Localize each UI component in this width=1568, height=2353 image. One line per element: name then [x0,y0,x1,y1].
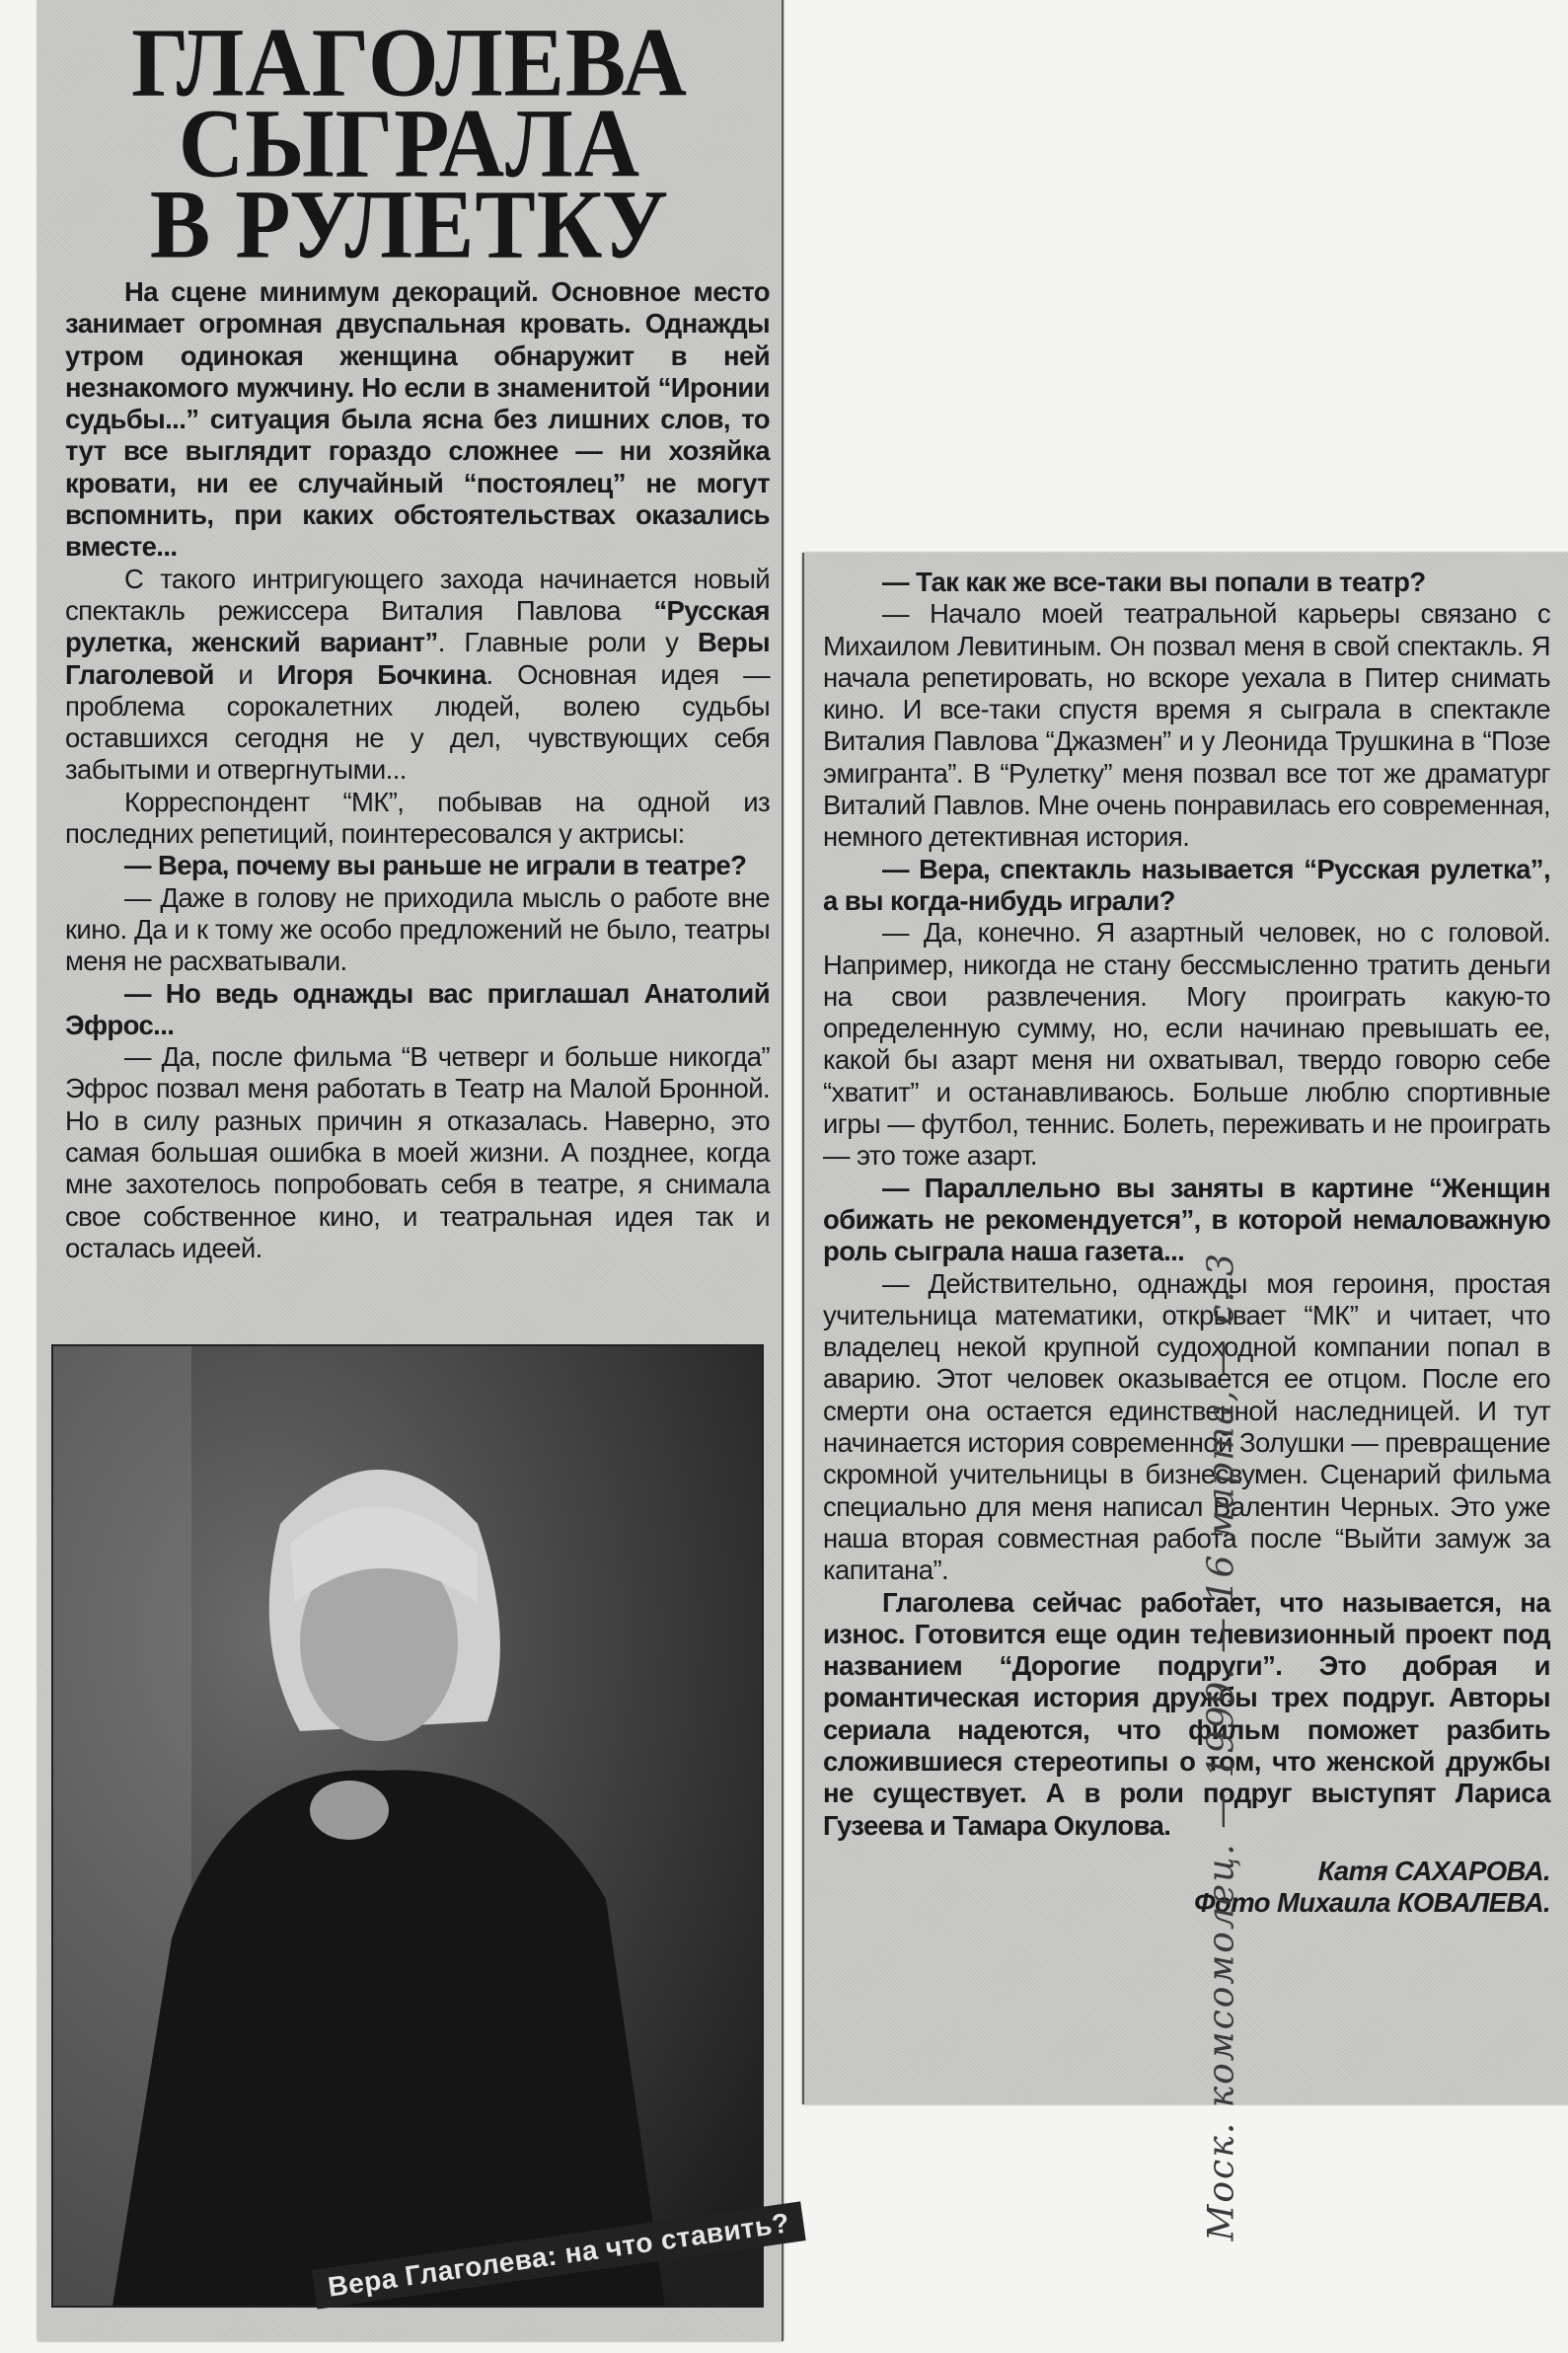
article-paragraph [823,567,1550,598]
left-column-text [65,276,770,1264]
headline [37,7,782,279]
bold-text-run: — Параллельно вы заняты в картине “Женщин обижать не рекомендуется”, в которой немаловажную роль сыграла наша газета... [823,1172,1550,1267]
text-run: — Да, после фильма “В четверг и больше никогда” Эфрос позвал меня работать в Театр на Малой Бронной. Но в силу разных причин я отказалась. Наверно, это самая большая ошибка в моей жизни. А позднее, когда мне захотелось попробовать себя в театре, я снимала свое собственное кино, и театральная идея так и осталась идеей. [65,1041,770,1263]
article-paragraph [823,598,1550,853]
right-column-text [823,567,1550,1919]
bold-text-run: Глаголева сейчас работает, что называется, на износ. Готовится еще один телевизионный проект под названием “Дорогие подруги”. Это добрая и романтическая история дружбы трех подруг. Авторы сериала надеются, что фильм поможет разбить сложившиеся стереотипы о том, что женской дружбы не существует. А в роли подруг выступят Лариса Гузеева и Тамара Окулова. [823,1586,1550,1841]
headline-line: В РУЛЕТКУ [149,169,670,279]
article-paragraph [65,564,770,787]
handwritten-source-note: Моск. комсомолец. — 1999. — 16 марта, — с. 3 [1201,1251,1242,2241]
bold-text-run: Веры Глаголевой [65,627,770,690]
bold-text-run: — Но ведь однажды вас приглашал Анатолий Эфрос... [65,977,770,1040]
bold-text-run: — Вера, спектакль называется “Русская рулетка”, а вы когда-нибудь играли? [823,853,1550,916]
photo-caption: Вера Глаголева: на что ставить? [312,2201,806,2309]
text-run: — Начало моей театральной карьеры связано с Михаилом Левитиным. Он позвал меня в свой спектакль. Я начала репетировать, но вскоре уехала в Питер снимать кино. И все-таки спустя время я сыграла в спектакле Виталия Павлова “Джазмен” и у Леонида Трушкина в “Позе эмигранта”. В “Рулетку” меня позвал все тот же драматург Виталий Павлов. Мне очень понравилась его современная, немного детективная история. [823,598,1550,853]
article-paragraph [65,276,770,564]
text-run: Корреспондент “МК”, побывав на одной из последних репетиций, поинтересовался у актрисы: [65,786,770,850]
text-run: . Основная идея — проблема сорокалетних людей, волею судьбы оставшихся сегодня не у дел, чувствующих себя забытыми и отвергнутыми... [65,658,770,786]
portrait-image [53,1346,762,2306]
article-paragraph [65,850,770,881]
bold-text-run: — Так как же все-таки вы попали в театр? [882,567,1426,597]
text-run: — Даже в голову не приходила мысль о работе вне кино. Да и к тому же особо предложений не было, театры меня не расхватывали. [65,881,770,977]
text-run: . Главные роли у [437,627,698,658]
article-paragraph [65,787,770,851]
article-paragraph [823,854,1550,918]
text-run: — Да, конечно. Я азартный человек, но с головой. Например, никогда не стану бессмысленно тратить деньги на свои развлечения. Могу проиграть какую-то определенную сумму, но, если начинаю превышать ее, какой бы азарт меня ни охватывал, твердо говорю себе “хватит” и останавливаюсь. Больше люблю спортивные игры — футбол, теннис. Болеть, переживать и не проиграть — это тоже азарт. [823,917,1550,1172]
photo-vera-glagoleva [51,1344,764,2308]
headline-line: СЫГРАЛА [178,88,641,198]
bold-text-run: — Вера, почему вы раньше не играли в театре? [124,850,747,881]
byline-photo: Фото Михаила КОВАЛЕВА. [1194,1887,1550,1919]
text-run: — Действительно, однажды моя героиня, простая учительница математики, открывает “МК” и читает, что владелец некой крупной судоходной компании попал в аварию. Этот человек оказывается ее отцом. После его смерти она остается единственной наследницей. И тут начинается история современной Золушки — превращение скромной учительницы в бизнесвумен. Сценарий фильма специально для меня написал Валентин Черных. Это уже наша вторая совместная работа после “Выйти замуж за капитана”. [823,1267,1550,1586]
bold-text-run: На сцене минимум декораций. Основное место занимает огромная двуспальная кровать. Однажды утром одинокая женщина обнаружит в ней незнакомого мужчину. Но если в знаменитой “Иронии судьбы...” ситуация была ясна без лишних слов, то тут все выглядит гораздо сложнее — ни хозяйка кровати, ни ее случайный “постоялец” не могут вспомнить, при каких обстоятельствах оказались вместе... [65,276,770,563]
text-run: С такого интригующего захода начинается новый спектакль режиссера Виталия Павлова [65,563,770,626]
byline-author: Катя САХАРОВА. [1317,1855,1550,1886]
headline-line: ГЛАГОЛЕВА [131,7,688,117]
bold-text-run: Игоря Бочкина [276,658,486,690]
article-paragraph [823,1268,1550,1587]
article-paragraph [823,917,1550,1172]
article-paragraph [823,1173,1550,1268]
article-paragraph [65,978,770,1042]
article-paragraph [823,1587,1550,1842]
article-paragraph [65,1041,770,1264]
article-paragraph [65,882,770,978]
bold-text-run: “Русская рулетка, женский вариант” [65,594,770,658]
text-run: и [213,658,277,690]
